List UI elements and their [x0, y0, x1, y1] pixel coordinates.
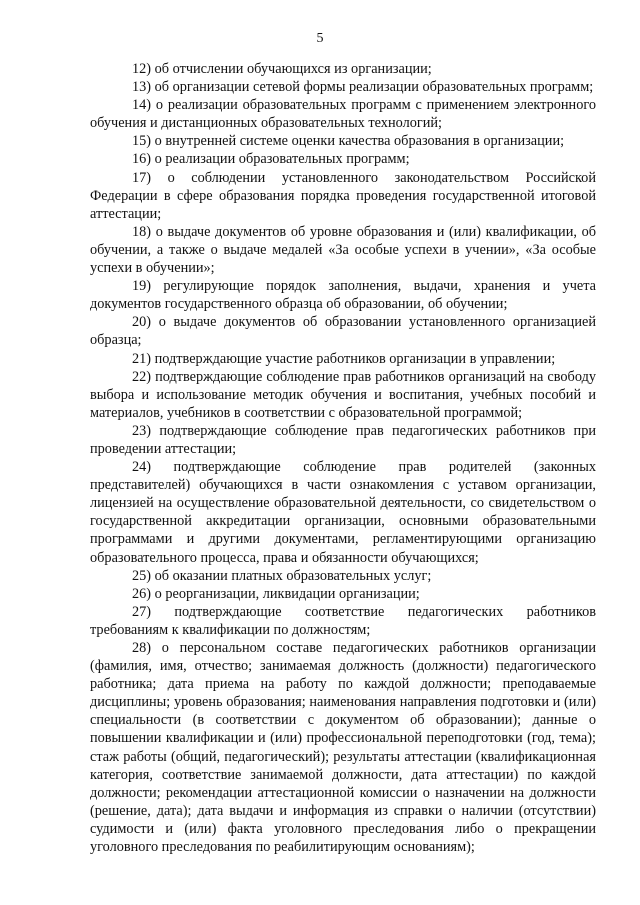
list-item: 19) регулирующие порядок заполнения, выдачи, хранения и учета документов государственного образца об образовании, об обучении; [90, 278, 596, 313]
list-item: 16) о реализации образовательных программ; [132, 151, 410, 168]
page-number: 5 [316, 31, 324, 46]
list-item: 18) о выдаче документов об уровне образования и (или) квалификации, об обучении, а также о выдаче медалей «За особые успехи в учении», «За особые успехи в обучении»; [90, 223, 596, 277]
list-item: 13) об организации сетевой формы реализации образовательных программ; [132, 79, 594, 96]
list-item: 20) о выдаче документов об образовании установленного организацией образца; [90, 314, 596, 349]
document-body [90, 60, 596, 856]
list-item: 28) о персональном составе педагогических работников организации (фамилия, имя, отчество; занимаемая должность (должности) педагогического работника; дата приема на работу по каждой должности; преподаваемые дисциплины; уровень образования; наименования направления подготовки и (или) специальности (в соответствии с документом об образовании); данные о повышении квалификации и (или) профессиональной переподготовки (год, тема); стаж работы (общий, педагогический); результаты аттестации (квалификационная категория, соответствие занимаемой должности, дата аттестации) по каждой должности; рекомендации аттестационной комиссии о назначении на должности (решение, дата); дата выдачи и информация из справки о наличии (отсутствии) судимости и (или) факта уголовного преследования либо о прекращении уголовного преследования по реабилитирующим основаниям); [90, 640, 596, 856]
list-item: 21) подтверждающие участие работников организации в управлении; [132, 350, 556, 367]
list-item: 15) о внутренней системе оценки качества образования в организации; [132, 133, 565, 150]
list-item: 12) об отчислении обучающихся из организации; [132, 61, 432, 77]
list-item: 27) подтверждающие соответствие педагогических работников требованиям к квалификации по должностям; [90, 603, 596, 638]
list-item: 25) об оказании платных образовательных услуг; [132, 567, 432, 584]
list-item: 17) о соблюдении установленного законодательством Российской Федерации в сфере образования порядка проведения государственной итоговой аттестации; [90, 169, 596, 222]
list-item: 22) подтверждающие соблюдение прав работников организаций на свободу выбора и использование методик обучения и воспитания, учебных пособий и материалов, учебников в соответствии с образовательной программой; [90, 368, 596, 421]
list-item: 26) о реорганизации, ликвидации организации; [132, 585, 420, 602]
list-item: 24) подтверждающие соблюдение прав родителей (законных представителей) обучающихся в части ознакомления с уставом организации, лицензией на осуществление образовательной деятельности, со свидетельством о государственной аккредитации организации, основными образовательными программами и другими документами, регламентирующими организацию образовательного процесса, права и обязанности обучающихся; [90, 459, 596, 566]
list-item: 14) о реализации образовательных программ с применением электронного обучения и дистанционных образовательных технологий; [90, 97, 596, 132]
list-item: 23) подтверждающие соблюдение прав педагогических работников при проведении аттестации; [90, 422, 596, 457]
